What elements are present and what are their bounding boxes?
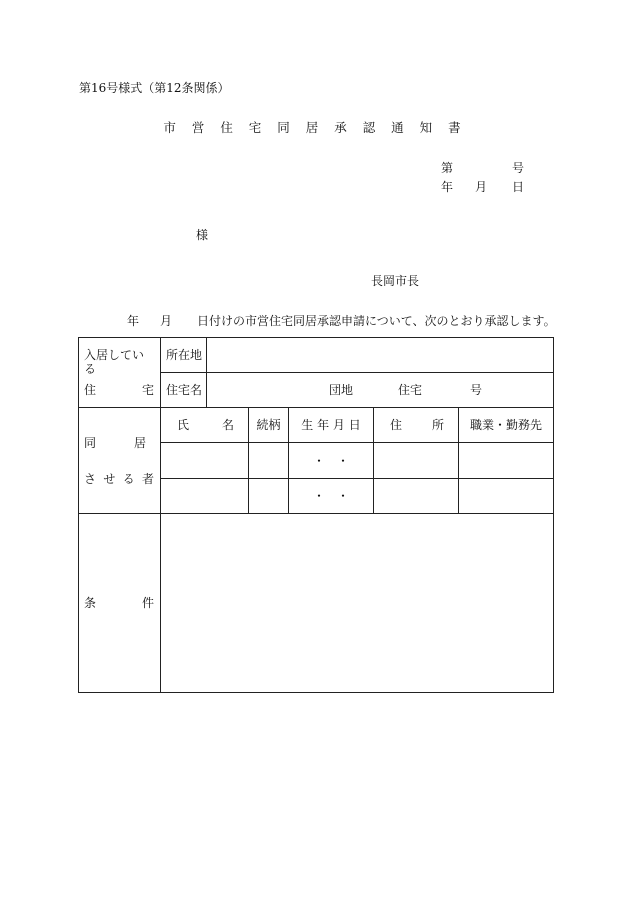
cohabitant-birthdate-field[interactable]: ・ ・: [289, 479, 374, 514]
house-name-field[interactable]: [207, 373, 554, 408]
cohabitant-birthdate-field[interactable]: ・ ・: [289, 443, 374, 479]
date-month: 月: [475, 180, 488, 194]
cohabitant-occupation-field[interactable]: [459, 443, 554, 479]
sender-mayor: 長岡市長: [371, 274, 420, 288]
danchi-label: 団地: [329, 383, 354, 398]
cohab-ru: る: [122, 471, 135, 486]
location-field[interactable]: [207, 338, 554, 373]
cohab-kyo: 居: [133, 435, 146, 450]
cohabitant-address-field[interactable]: [374, 479, 459, 514]
col-header-birthdate: 生 年 月 日: [289, 408, 374, 443]
resident-house-label: [79, 338, 161, 408]
conditions-field[interactable]: [161, 514, 554, 693]
cohabitant-name-field[interactable]: [161, 443, 249, 479]
cohabitant-address-field[interactable]: [374, 443, 459, 479]
intro-year: 年: [127, 314, 140, 328]
approval-table: [78, 337, 554, 693]
conditions-label-a: 条: [84, 596, 97, 611]
col-address-a: 住: [390, 418, 403, 433]
location-label: 所在地: [161, 338, 207, 373]
date-year: 年: [441, 180, 454, 194]
col-header-name: [161, 408, 249, 443]
form-number: 第16号様式（第12条関係）: [79, 81, 230, 95]
col-header-occupation: 職業・勤務先: [459, 408, 554, 443]
cohabitant-name-field[interactable]: [161, 479, 249, 514]
house-name-label: 住宅名: [161, 373, 207, 408]
cohab-do: 同: [84, 435, 97, 450]
resident-label-ju: 住: [84, 383, 97, 398]
conditions-label-b: 件: [141, 596, 154, 611]
addressee-honorific: 様: [196, 228, 209, 242]
document-title: 市 営 住 宅 同 居 承 認 通 知 書: [163, 120, 467, 135]
ref-go: 号: [512, 161, 525, 175]
cohab-sa: さ: [84, 471, 97, 486]
resident-label-taku: 宅: [141, 383, 154, 398]
resident-label-line1: 入居している: [84, 348, 145, 377]
cohabitant-label: [79, 408, 161, 514]
cohab-sha: 者: [141, 471, 154, 486]
col-name-a: 氏: [177, 418, 190, 433]
cohabitant-relation-field[interactable]: [249, 443, 289, 479]
cohab-se: せ: [103, 471, 116, 486]
cohabitant-occupation-field[interactable]: [459, 479, 554, 514]
jutaku-label: 住宅: [398, 383, 423, 398]
date-day: 日: [512, 180, 525, 194]
col-header-address: [374, 408, 459, 443]
col-header-relation: 続柄: [249, 408, 289, 443]
intro-month: 月: [160, 314, 173, 328]
col-address-b: 所: [431, 418, 444, 433]
intro-text: 日付けの市営住宅同居承認申請について、次のとおり承認します。: [197, 314, 556, 328]
ref-dai: 第: [441, 161, 454, 175]
cohabitant-relation-field[interactable]: [249, 479, 289, 514]
conditions-label: [79, 514, 161, 693]
go-label: 号: [470, 383, 483, 398]
col-name-b: 名: [221, 418, 234, 433]
